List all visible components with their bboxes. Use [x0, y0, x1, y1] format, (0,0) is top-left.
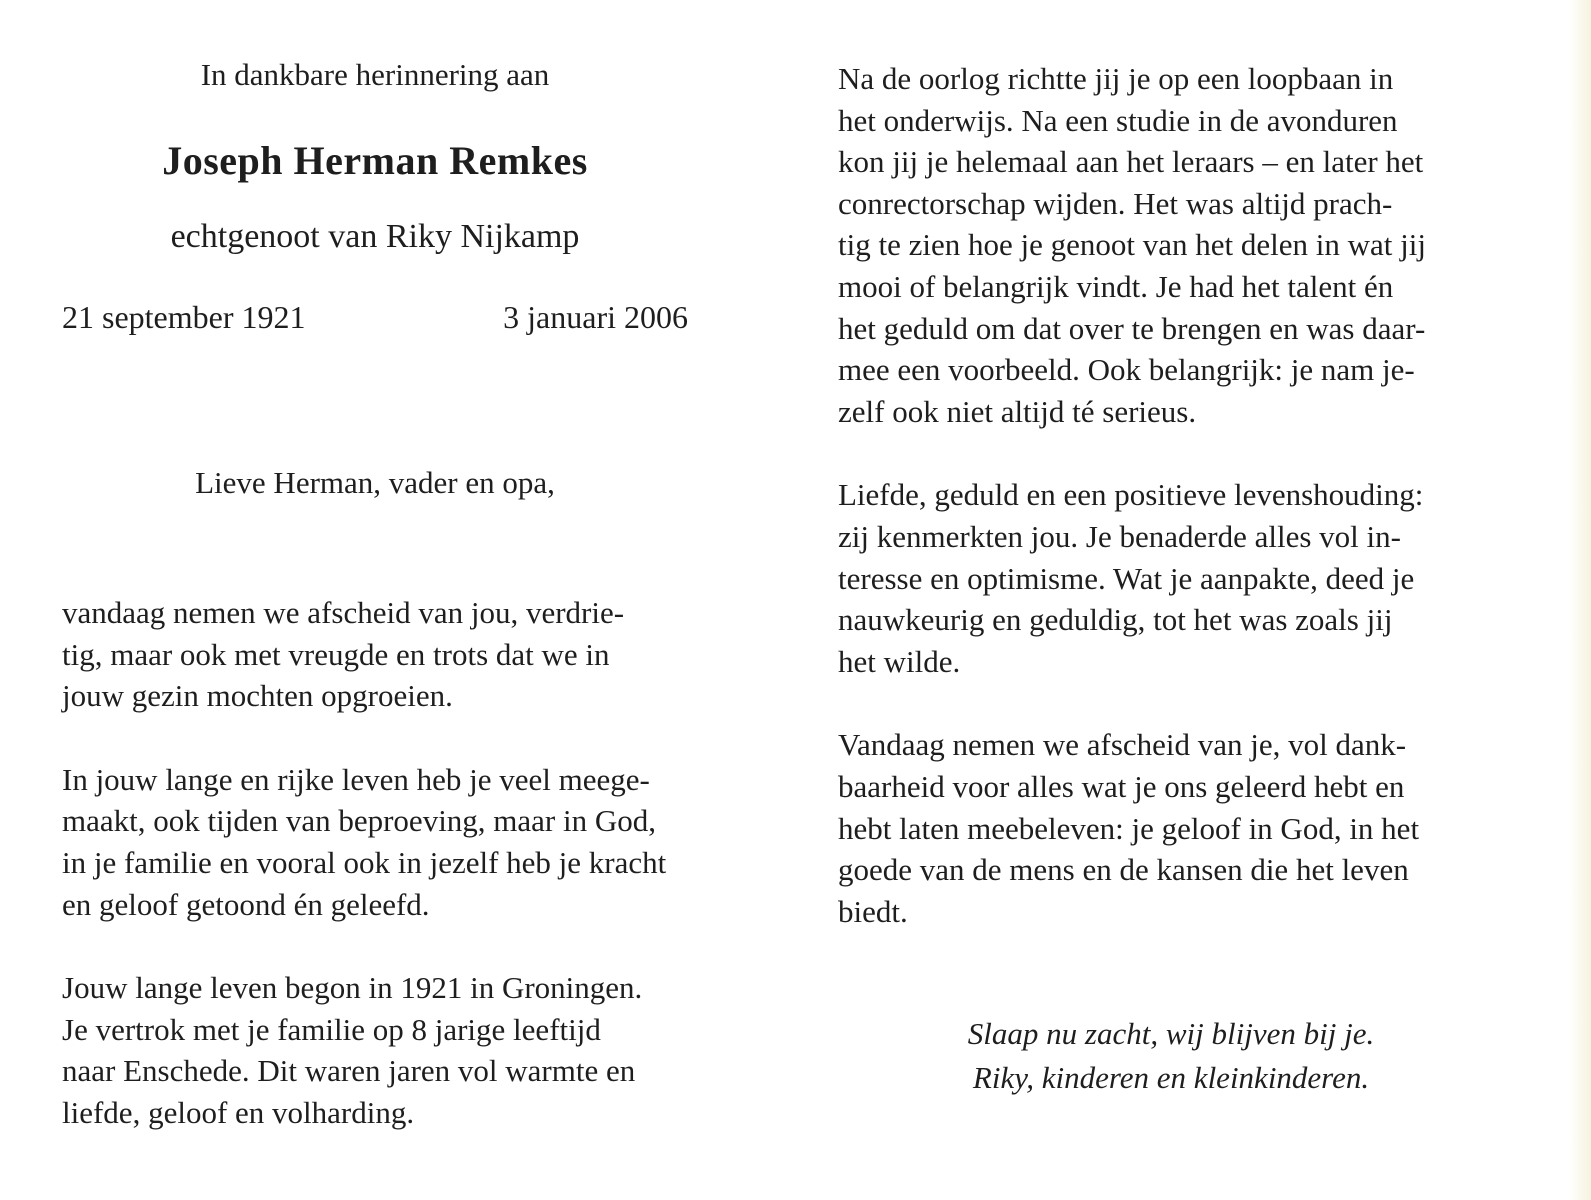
- intro-text: In dankbare herinnering aan: [200, 57, 550, 92]
- birth-date: 21 september 1921: [62, 299, 306, 335]
- left-column: [62, 52, 688, 1134]
- dates-row: [62, 294, 688, 340]
- left-paragraph-1: vandaag nemen we afscheid van jou, verdrie- tig, maar ook met vreugde en trots dat we in jouw gezin mochten opgroeien.: [62, 595, 625, 714]
- right-paragraph-3: Vandaag nemen we afscheid van je, vol dank- baarheid voor alles wat je ons geleerd hebt en hebt laten meebeleven: je geloof in God, in het goede van de mens en de kansen die het leven biedt.: [838, 727, 1420, 929]
- salutation: Lieve Herman, vader en opa,: [195, 465, 555, 500]
- closing-verse: [838, 1012, 1464, 1100]
- closing-line-1: Slaap nu zacht, wij blijven bij je.: [967, 1016, 1375, 1052]
- left-paragraph-2: In jouw lange en rijke leven heb je veel meege- maakt, ook tijden van beproeving, maar in God, in je familie en vooral ook in jezelf heb je kracht en geloof getoond én geleefd.: [62, 761, 667, 922]
- spouse-line: echtgenoot van Riky Nijkamp: [170, 218, 580, 255]
- closing-line-2: Riky, kinderen en kleinkinderen.: [972, 1060, 1370, 1096]
- left-paragraph-3: Jouw lange leven begon in 1921 in Groningen. Je vertrok met je familie op 8 jarige leeftijd naar Enschede. Dit waren jaren vol warmte en liefde, geloof en volharding.: [62, 970, 643, 1130]
- right-paragraph-1: Na de oorlog richtte jij je op een loopbaan in het onderwijs. Na een studie in de avonduren kon jij je helemaal aan het leraars – en later het conrectorschap wijden. Het was altijd prach- tig te zien hoe je genoot van het delen in wat jij mooi of belangrijk vindt. Je had het talent én het geduld om dat over te brengen en was daar- mee een voorbeeld. Ook belangrijk: je nam je- zelf ook niet altijd té serieus.: [838, 61, 1426, 429]
- card-edge: [1569, 0, 1591, 1200]
- deceased-name: Joseph Herman Remkes: [162, 138, 588, 183]
- right-paragraph-2: Liefde, geduld en een positieve levenshouding: zij kenmerkten jou. Je benaderde alles vol in- teresse en optimisme. Wat je aanpakte, deed je nauwkeurig en geduldig, tot het was zoals jij het wilde.: [838, 477, 1424, 679]
- death-date: 3 januari 2006: [503, 299, 688, 335]
- right-column: [838, 58, 1464, 1100]
